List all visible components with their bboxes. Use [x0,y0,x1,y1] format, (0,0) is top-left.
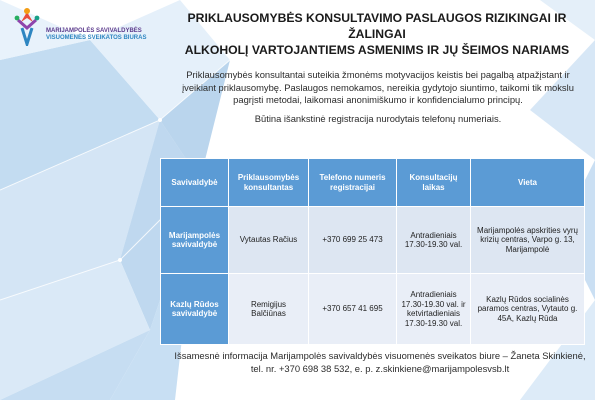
title-line-2: ALKOHOLĮ VARTOJANTIEMS ASMENIMS IR JŲ ŠEIMOS NARIAMS [184,43,570,57]
header-consultant: Priklausomybės konsultantas [229,159,309,207]
logo-figure-icon [10,8,44,46]
cell-place: Marijampolės apskrities vyrų krizių centras, Varpo g. 13, Marijampolė [471,207,585,274]
intro-text: Priklausomybės konsultantai suteikia žmonėms motyvacijos keistis bei pagalbą atpažįstant ir įveikiant priklausomybę. Paslaugos nemokamos, nereikia gydytojo siuntimo, taikomi tik mokslu pagrįsti metodai, laikomasi anonimiškumo ir konfidencialumo principų. [182,69,574,105]
cell-consultant: Vytautas Račius [229,207,309,274]
logo-line-1: MARIJAMPOLĖS SAVIVALDYBĖS [46,28,142,34]
table-header-row [161,159,585,207]
cell-place: Kazlų Rūdos socialinės paramos centras, Vytauto g. 45A, Kazlų Rūda [471,274,585,345]
footer-text: Išsamesnė informacija Marijampolės savivaldybės visuomenės sveikatos biure – Žaneta Skinkienė, tel. nr. +370 698 38 532, e. p. z.skinkiene@marijampolesvsb.lt [174,350,586,374]
registration-note: Būtina išankstinė registracija nurodytais telefonų numeriais. [254,112,502,124]
header-municipality: Savivaldybė [161,159,229,207]
logo-text [46,28,146,42]
table-row [161,274,585,345]
cell-consultant: Remigijus Balčiūnas [229,274,309,345]
intro-section [178,69,578,125]
cell-time: Antradieniais 17.30-19.30 val. [397,207,471,274]
organization-logo [6,8,166,48]
page-title [172,10,582,58]
cell-municipality: Kazlų Rūdos savivaldybė [161,274,229,345]
header-phone: Telefono numeris registracijai [309,159,397,207]
cell-municipality: Marijampolės savivaldybė [161,207,229,274]
title-line-1: PRIKLAUSOMYBĖS KONSULTAVIMO PASLAUGOS RIZIKINGAI IR ŽALINGAI [187,11,567,41]
cell-time: Antradieniais 17.30-19.30 val. ir ketvirtadieniais 17.30-19.30 val. [397,274,471,345]
table-row [161,207,585,274]
cell-phone: +370 699 25 473 [309,207,397,274]
header-place: Vieta [471,159,585,207]
header-time: Konsultacijų laikas [397,159,471,207]
consultation-table [160,158,585,345]
footer-contact-info [170,349,590,375]
cell-phone: +370 657 41 695 [309,274,397,345]
logo-line-2: VISUOMENĖS SVEIKATOS BIURAS [46,35,147,41]
